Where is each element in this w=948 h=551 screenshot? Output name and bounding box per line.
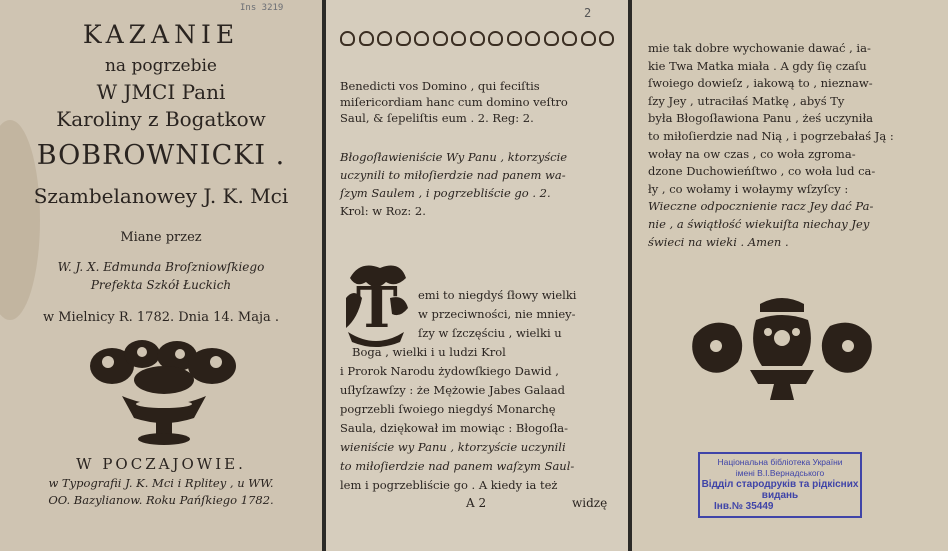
catchword: widzę bbox=[572, 496, 608, 510]
body-line: emi to niegdyś ſłowy wielki bbox=[418, 288, 577, 302]
body-line: nie , a świątłość wiekuiſta niechay Jey bbox=[648, 216, 870, 231]
preacher-line-1: W. J. X. Edmunda Broſzniowſkiego bbox=[57, 260, 265, 274]
body-line: w przeciwności, nie mniey- bbox=[418, 307, 576, 321]
floral-vase-ornament-icon bbox=[690, 296, 874, 404]
ornament-border-icon bbox=[340, 28, 614, 54]
body-line: to miłoſierdzie nad panem waſzym Saul- bbox=[340, 459, 575, 473]
polish-line: Błogoſławieniście Wy Panu , ktorzyście bbox=[340, 150, 568, 164]
body-line: kie Twa Matka miała . A gdy ſię czaſu bbox=[648, 58, 867, 73]
latin-epigraph bbox=[340, 78, 568, 126]
reference: Krol: w Roz: 2. bbox=[340, 204, 426, 218]
manuscript-note: Ins 3219 bbox=[240, 3, 284, 13]
stamp-line: Національна бібліотека України bbox=[717, 457, 843, 467]
page-three bbox=[632, 0, 948, 551]
latin-line: Benedicti vos Domino , qui feciſtis bbox=[340, 79, 540, 93]
body-line: ſwoiego dowieſz , iakową to , nieznaw- bbox=[648, 76, 873, 91]
stamp-inventory-number: Інв.№ 35449 bbox=[714, 501, 774, 512]
body-indented bbox=[418, 286, 576, 343]
date-line: w Mielnicy R. 1782. Dnia 14. Maja . bbox=[42, 310, 280, 325]
drop-cap: T bbox=[356, 275, 398, 341]
stamp-line: Відділ стародруків та рідкісних видань bbox=[701, 479, 859, 501]
title-page bbox=[0, 0, 322, 551]
body-line: i Prorok Narodu żydowſkiego Dawid , bbox=[340, 364, 559, 378]
title-line-2: na pogrzebie bbox=[104, 56, 217, 76]
body-line: świeci na wieki . Amen . bbox=[648, 234, 789, 249]
body-line: mie tak dobre wychowanie dawać , ia- bbox=[648, 41, 871, 55]
body-full bbox=[340, 343, 574, 495]
preacher-line-2: Prefekta Szkół Łuckich bbox=[90, 278, 232, 292]
place-of-print: W POCZAJOWIE. bbox=[76, 455, 246, 473]
fruit-basket-ornament-icon bbox=[82, 336, 246, 448]
page-mark: 2 bbox=[584, 6, 592, 20]
body-text bbox=[648, 40, 894, 251]
library-stamp bbox=[698, 452, 862, 518]
stamp-line: імені В.І.Вернадського bbox=[735, 468, 825, 478]
body-line: lem i pogrzebliście go . A kiedy ia też bbox=[340, 478, 558, 492]
body-line: ſzy Jey , utraciłaś Matkę , abyś Ty bbox=[648, 93, 845, 108]
title-line-3: W JMCI Pani bbox=[96, 80, 226, 104]
body-line: wołay na ow czas , co woła zgroma- bbox=[648, 146, 856, 161]
body-line: dzone Duchowieńſtwo , co woła lud ca- bbox=[648, 164, 876, 179]
body-line: ły , co wołamy i wołaymy wſzyſcy : bbox=[648, 181, 849, 196]
body-line: ſzy w ſzczęściu , wielki u bbox=[418, 326, 562, 340]
body-line: Saula, dziękował im mowiąc : Błogoſła- bbox=[340, 421, 569, 435]
body-line: pogrzebli ſwoiego niegdyś Monarchę bbox=[340, 402, 556, 416]
title: KAZANIE bbox=[82, 20, 240, 49]
latin-line: miſericordiam hanc cum domino veſtro bbox=[340, 95, 568, 109]
preacher-intro: Miane przez bbox=[120, 230, 202, 245]
signature-mark: A 2 bbox=[466, 496, 487, 510]
latin-line: Saul, & ſepeliſtis eum . 2. Reg: 2. bbox=[340, 111, 534, 125]
polish-line: uczynili to miłoſierdzie nad panem wa- bbox=[340, 168, 566, 182]
body-line: wieniście wy Panu , ktorzyście uczynili bbox=[340, 440, 566, 454]
title-line-6: Szambelanowey J. K. Mci bbox=[33, 184, 289, 208]
drop-cap-ornament bbox=[340, 258, 412, 350]
polish-line: ſzym Saulem , i pogrzebliście go . 2. bbox=[340, 186, 551, 200]
printer-line-2: OO. Bazylianow. Roku Pańſkiego 1782. bbox=[48, 493, 274, 507]
body-line: uſłyſzawſzy : że Mężowie Jabes Galaad bbox=[340, 383, 565, 397]
deceased-name: BOBROWNICKI . bbox=[36, 140, 286, 171]
body-line: to miłoſierdzie nad Nią , i pogrzebałaś Ją : bbox=[648, 128, 894, 143]
title-line-4: Karoliny z Bogatkow bbox=[56, 107, 266, 131]
body-line: była Błogoſławiona Panu , żeś uczyniła bbox=[648, 111, 874, 126]
polish-epigraph bbox=[340, 148, 567, 202]
page-two bbox=[326, 0, 628, 551]
body-line: Boga , wielki i u ludzi Krol bbox=[352, 345, 506, 359]
printer-line-1: w Typografii J. K. Mci i Rplitey , u WW. bbox=[48, 476, 274, 490]
body-line: Wieczne odpocznienie racz Jey dać Pa- bbox=[648, 199, 874, 214]
